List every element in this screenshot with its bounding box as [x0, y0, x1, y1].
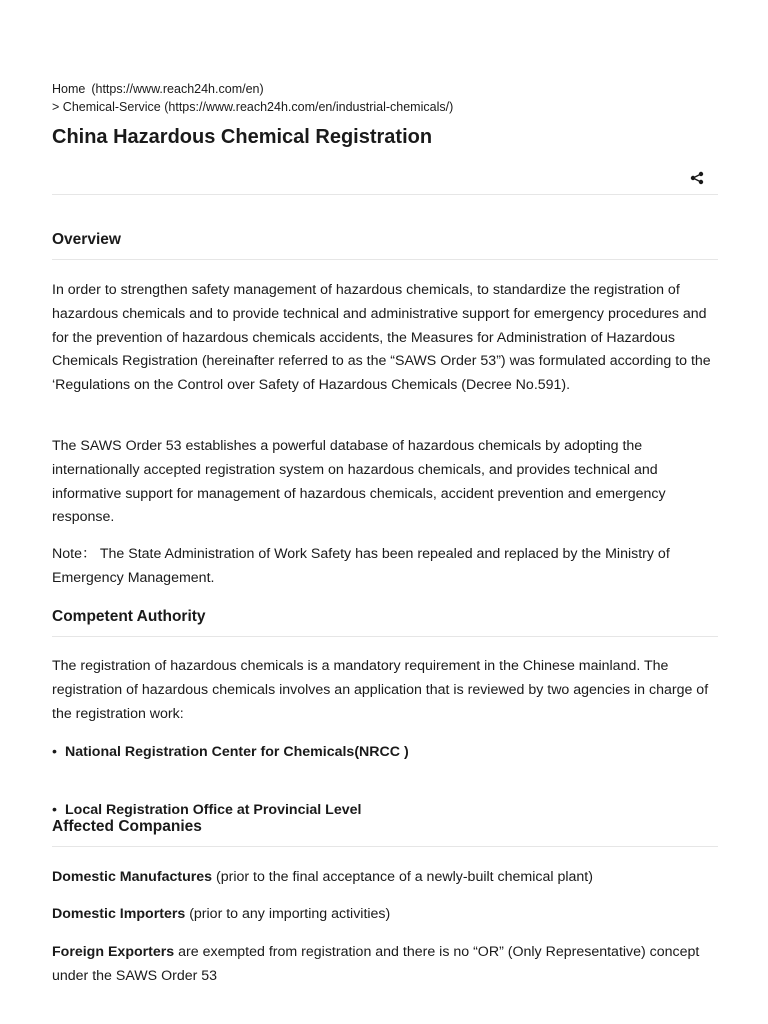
company-domestic-importers — [52, 903, 718, 927]
authority-paragraph: The registration of hazardous chemicals is a mandatory requirement in the Chinese mainland. The registration of hazardous chemicals involves an application that is reviewed by two agencies in charge of the registration work: — [52, 658, 709, 722]
overview-note: Note： The State Administration of Work Safety has been repealed and replaced by the Ministry of Emergency Management. — [52, 546, 670, 586]
overview-paragraph-1: In order to strengthen safety management of hazardous chemicals, to standardize the registration of hazardous chemicals and to provide technical and administrative support for emergency procedures and for the prevention of hazardous chemicals accidents, the Measures for Administration of Hazardous Chemicals Registration (hereinafter referred to as the “SAWS Order 53”) was formulated according to the ‘Regulations on the Control over Safety of Hazardous Chemicals (Decree No.591). — [52, 282, 711, 394]
company-label: Domestic Importers — [52, 906, 186, 922]
overview-title: Overview — [52, 231, 718, 260]
authority-title: Competent Authority — [52, 608, 718, 637]
breadcrumb-link-chemical-service[interactable]: Chemical-Service — [62, 100, 161, 114]
company-foreign-exporters — [52, 941, 718, 989]
breadcrumb — [52, 80, 453, 116]
overview-section — [52, 231, 718, 260]
breadcrumb-url-home[interactable]: (https://www.reach24h.com/en) — [91, 82, 264, 96]
authority-section — [52, 608, 718, 637]
breadcrumb-home — [52, 80, 453, 98]
list-item-nrcc: • National Registration Center for Chemicals(NRCC ) — [52, 742, 731, 762]
share-icon[interactable] — [690, 171, 704, 185]
company-label: Domestic Manufactures — [52, 869, 213, 885]
article — [52, 0, 718, 984]
companies-section — [52, 818, 718, 847]
share-bar — [52, 168, 718, 195]
breadcrumb-link-home[interactable]: Home — [52, 82, 86, 96]
page-title: China Hazardous Chemical Registration — [52, 126, 433, 148]
company-text: are exempted from registration and there is no “OR” (Only Representative) concept under the SAWS Order 53 — [52, 944, 700, 984]
breadcrumb-separator: > — [52, 100, 60, 114]
breadcrumb-chemical-service — [52, 98, 453, 116]
breadcrumb-url-chemical-service[interactable]: (https://www.reach24h.com/en/industrial-chemicals/) — [164, 100, 454, 114]
company-label: Foreign Exporters — [52, 944, 175, 960]
company-domestic-manufactures — [52, 866, 718, 890]
companies-title: Affected Companies — [52, 818, 718, 847]
company-text: (prior to the final acceptance of a newly-built chemical plant) — [212, 869, 593, 885]
overview-paragraph-2: The SAWS Order 53 establishes a powerful database of hazardous chemicals by adopting the internationally accepted registration system on hazardous chemicals, and provides technical and informative support for management of hazardous chemicals, accident prevention and emergency response. — [52, 438, 666, 526]
company-text: (prior to any importing activities) — [185, 906, 391, 922]
list-item-local-office: • Local Registration Office at Provincial Level — [52, 800, 731, 820]
